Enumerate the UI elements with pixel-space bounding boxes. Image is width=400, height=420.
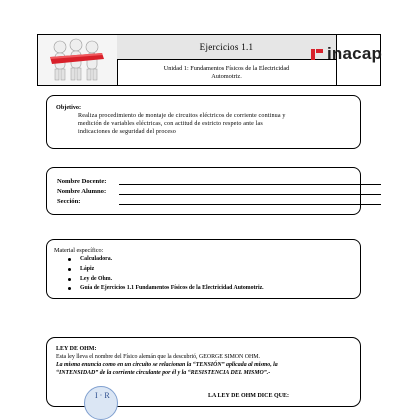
bullet-icon: [68, 287, 71, 290]
docente-field[interactable]: [119, 178, 381, 185]
material-item: [68, 266, 94, 272]
header-logo-cell: [38, 35, 118, 85]
inacap-mark-icon: [310, 47, 324, 61]
bullet-icon: [68, 268, 71, 271]
objective-label: Objetivo:: [56, 104, 82, 111]
seccion-field[interactable]: [119, 198, 381, 205]
alumno-field[interactable]: [119, 188, 381, 195]
ohm-law-title: LEY DE OHM:: [56, 346, 97, 352]
ohm-law-line1: Esta ley lleva el nombre del Físico alemán que la descubrió, GEORGE SIMON OHM.: [56, 354, 261, 360]
inacap-brand-text: inacap: [327, 44, 383, 63]
unit-subtitle-line1: Unidad 1: Fundamentos Físicos de la Electricidad: [163, 64, 290, 72]
seccion-row: [57, 198, 381, 205]
material-item: [68, 256, 112, 262]
header-title-cell: [117, 35, 337, 85]
ohm-law-line2: La misma enuncia como en un circuito se relacionan la “TENSIÓN” aplicada al mismo, la: [56, 362, 278, 368]
ohm-formula-text: I · R: [95, 391, 110, 400]
unit-subtitle-line2: Automotriz.: [211, 72, 242, 80]
ohm-law-subtitle: LA LEY DE OHM DICE QUE:: [208, 393, 289, 399]
document-title: Ejercicios 1.1: [117, 35, 336, 60]
material-item-label: Ley de Ohm.: [80, 276, 113, 282]
inacap-logo: [310, 44, 382, 64]
material-item: [68, 285, 264, 291]
objective-line: Realiza procedimiento de montaje de circuitos eléctricos de corriente continua y: [78, 113, 286, 119]
bullet-icon: [68, 278, 71, 281]
ohm-law-line3: “INTENSIDAD” de la corriente circulante por él y la “RESISTENCIA DEL MISMO”.-: [56, 370, 271, 376]
bullet-icon: [68, 258, 71, 261]
seccion-label: Sección:: [57, 198, 81, 205]
unit-subtitle: [117, 60, 336, 85]
alumno-label: Nombre Alumno:: [57, 188, 107, 195]
people-illustration-icon: [38, 35, 117, 85]
docente-label: Nombre Docente:: [57, 178, 107, 185]
objective-text: [78, 112, 354, 136]
material-item-label: Guía de Ejercicios 1.1 Fundamentos Físicos de la Electricidad Automotriz.: [80, 285, 264, 291]
objective-line: indicaciones de seguridad del proceso: [78, 129, 176, 135]
materials-title: Material específico:: [54, 247, 104, 254]
material-item: [68, 276, 112, 282]
docente-row: [57, 178, 381, 185]
objective-line: medición de variables eléctricas, con actitud de estricto respeto ante las: [78, 121, 263, 127]
material-item-label: Calculadora.: [80, 256, 113, 262]
alumno-row: [57, 188, 381, 195]
material-item-label: Lápiz: [80, 266, 95, 272]
